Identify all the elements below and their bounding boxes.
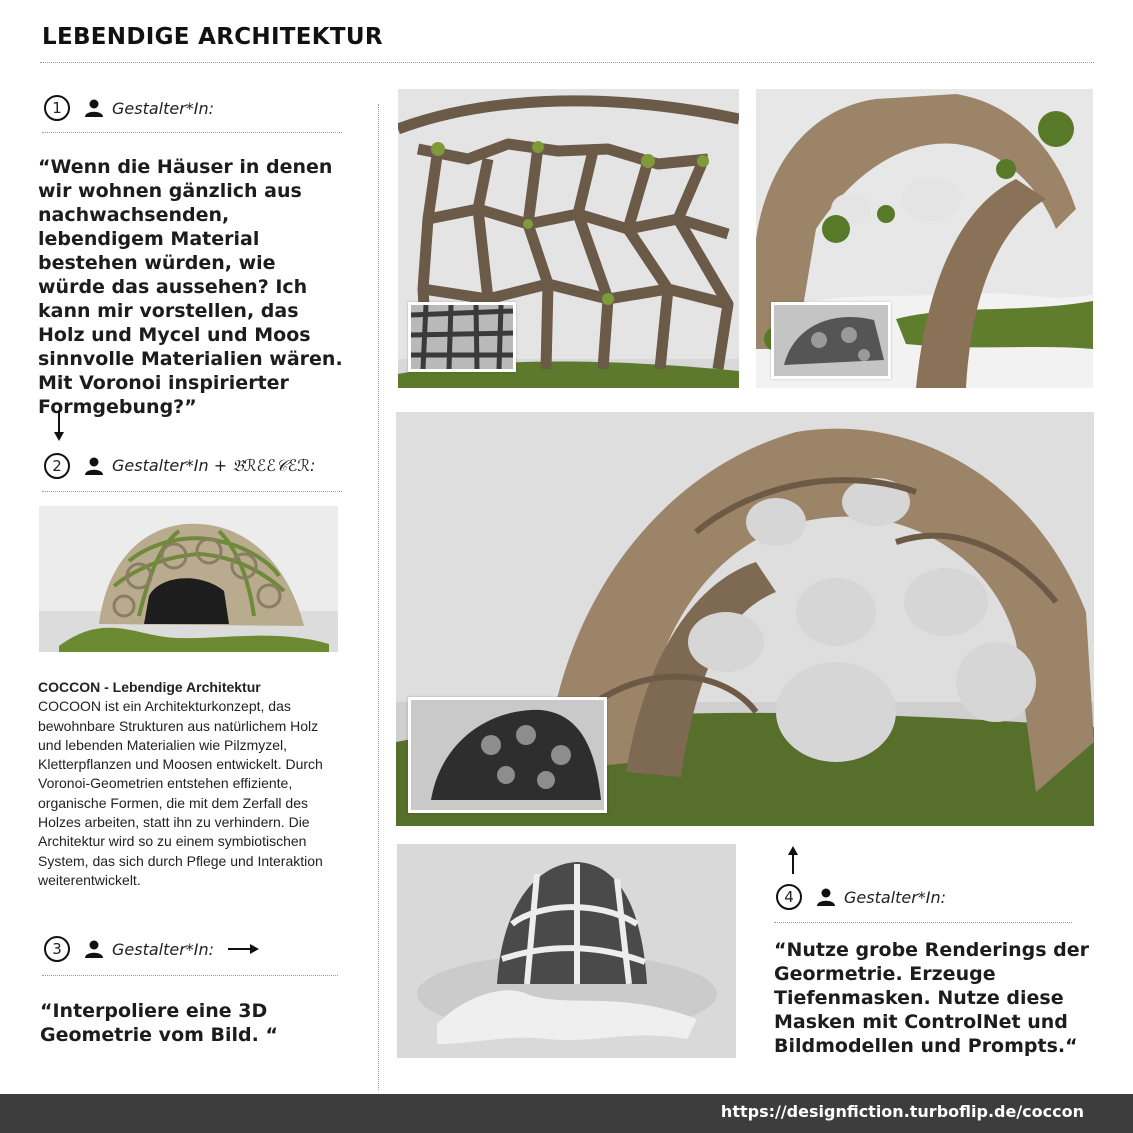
step-1-number: 1 xyxy=(44,95,70,121)
step-1-header xyxy=(44,95,214,121)
step-4-quote: “Nutze grobe Renderings der Geormetrie. Erzeuge Tiefenmasken. Nutze diese Masken mit ControlNet und Bildmodellen und Prompts.“ xyxy=(774,939,1090,1057)
description-body: COCOON ist ein Architekturkonzept, das bewohnbare Strukturen aus natürlichem Holz und lebenden Materialien wie Pilzmyzel, Kletterpflanzen und Moosen entwickelt. Durch Voronoi-Geometrien entstehen effiziente, organische Formen, die mit dem Zerfall des Holzes arbeiten, statt ihn zu verhindern. Die Architektur wird so zu einem symbiotischen System, das sich durch Pflege und Interaktion weiterentwickelt. xyxy=(38,698,323,888)
header-divider xyxy=(40,62,1094,63)
step-3-divider xyxy=(42,975,338,976)
footer-bar xyxy=(0,1094,1133,1133)
step-3-number: 3 xyxy=(44,936,70,962)
step-4-number: 4 xyxy=(776,884,802,910)
step-2-actor: Gestalter*In + 𝔅ℛℰℰ𝒞ℰℛ: xyxy=(112,456,316,475)
step-4-header xyxy=(776,884,946,910)
person-icon xyxy=(84,98,104,118)
step-3-header xyxy=(44,936,260,962)
geometry-render-photo xyxy=(397,844,736,1058)
page-title: LEBENDIGE ARCHITEKTUR xyxy=(42,24,383,50)
step-1-quote: “Wenn die Häuser in denen wir wohnen gänzlich aus nachwachsenden, lebendigem Material bestehen würden, wie würde das aussehen? Ich kann mir vorstellen, das Holz und Mycel und Moos sinnvolle Materialien wären. Mit Voronoi inspirierter Formgebung?” xyxy=(38,156,343,418)
step-4-actor: Gestalter*In: xyxy=(844,887,947,907)
cocoon-dome-photo xyxy=(39,506,338,652)
column-divider xyxy=(378,104,379,1090)
step-3-quote: “Interpoliere eine 3D Geometrie vom Bild. “ xyxy=(40,1000,278,1046)
step-2-header xyxy=(44,453,315,479)
arrow-down-icon xyxy=(52,412,66,442)
dome-depth-mask-inset xyxy=(408,697,607,813)
step-4-divider xyxy=(774,922,1072,923)
lattice-depth-mask-inset xyxy=(408,302,516,372)
step-2-number: 2 xyxy=(44,453,70,479)
step-1-divider xyxy=(42,132,342,133)
person-icon xyxy=(816,887,836,907)
step-2-divider xyxy=(42,491,342,492)
step-3-actor: Gestalter*In: xyxy=(112,939,215,959)
project-description xyxy=(38,678,343,890)
footer-url-link[interactable]: https://designfiction.turboflip.de/coccon xyxy=(720,1102,1084,1121)
description-heading: COCCON - Lebendige Architektur xyxy=(38,679,261,695)
step-1-actor: Gestalter*In: xyxy=(112,98,215,118)
arrow-up-icon xyxy=(786,846,800,874)
arch-depth-mask-inset xyxy=(771,302,891,379)
arrow-right-icon xyxy=(228,942,260,956)
person-icon xyxy=(84,939,104,959)
person-icon xyxy=(84,456,104,476)
